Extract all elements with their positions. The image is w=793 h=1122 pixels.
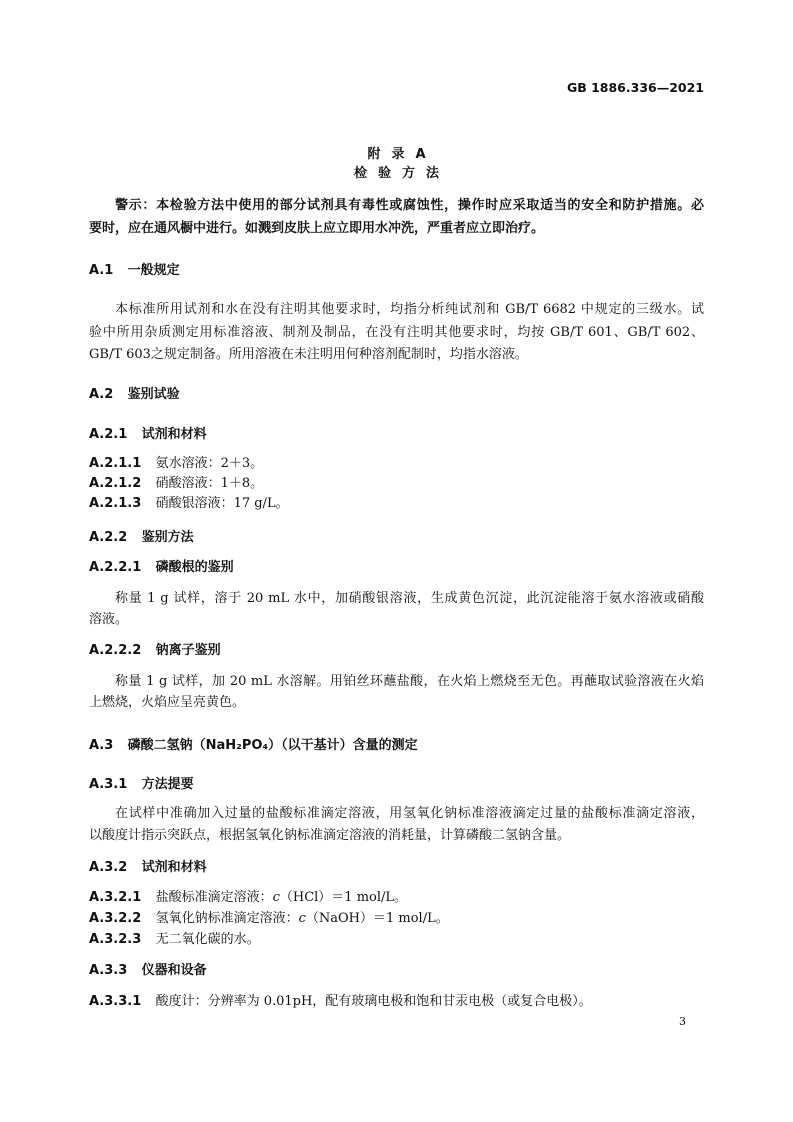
- clause-number: A.2.2.2: [89, 643, 142, 658]
- clause-heading-a2: [89, 384, 180, 405]
- paragraph-line: 验中所用杂质测定用标准溶液、制剂及制品，在没有注明其他要求时，均按 GB/T 601、GB/T 602、: [89, 325, 704, 340]
- clause-title: 鉴别方法: [141, 530, 194, 545]
- clause-title: 鉴别试验: [127, 387, 180, 402]
- clause-number: A.2.1.2: [89, 476, 142, 491]
- clause-item-a2-1-3: [89, 493, 289, 514]
- clause-text: 氨水溶液：2＋3。: [155, 456, 264, 471]
- paragraph-line: 溶液。: [89, 612, 129, 627]
- paragraph-line: 以酸度计指示突跃点，根据氢氧化钠标准滴定溶液的消耗量，计算磷酸二氢钠含量。: [89, 828, 571, 843]
- clause-number: A.2: [89, 387, 114, 402]
- clause-number: A.3.2.2: [89, 911, 142, 926]
- clause-text: 盐酸标准滴定溶液：: [155, 890, 273, 905]
- concentration-symbol: c: [272, 890, 280, 905]
- appendix-title: 附 录 A: [367, 147, 426, 162]
- clause-heading-a3: [89, 735, 418, 756]
- clause-number: A.2.1: [89, 427, 128, 442]
- clause-number: A.3.2.1: [89, 890, 142, 905]
- paragraph-line: 上燃烧，火焰应呈亮黄色。: [89, 695, 246, 710]
- clause-number: A.2.1.3: [89, 496, 142, 511]
- clause-heading-a2-1: [89, 424, 207, 445]
- clause-number: A.3.1: [89, 777, 128, 792]
- standard-number: GB 1886.336—2021: [566, 80, 704, 95]
- clause-text: 硝酸银溶液：17 g/L。: [155, 496, 289, 511]
- clause-item-a3-2-2: [89, 908, 449, 929]
- clause-number: A.3.3.1: [89, 994, 142, 1009]
- warning-line: 要时，应在通风橱中进行。如溅到皮肤上应立即用水冲洗，严重者应立即治疗。: [89, 221, 545, 236]
- clause-item-a3-2-1: [89, 887, 407, 908]
- clause-text: 氢氧化钠标准滴定溶液：: [155, 911, 299, 926]
- clause-number: A.1: [89, 263, 114, 278]
- clause-number: A.3.2.3: [89, 932, 142, 947]
- clause-number: A.3.3: [89, 963, 128, 978]
- clause-item-a3-2-3: [89, 929, 260, 950]
- clause-number: A.3: [89, 738, 114, 753]
- clause-number: A.2.2.1: [89, 560, 142, 575]
- paragraph-line: 称量 1 g 试样，溶于 20 mL 水中，加硝酸银溶液，生成黄色沉淀，此沉淀能溶于氨水溶液或硝酸: [115, 591, 704, 606]
- concentration-symbol: c: [298, 911, 306, 926]
- clause-number: A.3.2: [89, 860, 128, 875]
- clause-text: （NaOH）＝1 mol/L。: [305, 911, 449, 926]
- clause-title: 钠离子鉴别: [155, 643, 221, 658]
- clause-title: 试剂和材料: [141, 427, 207, 442]
- warning-line: 警示：本检验方法中使用的部分试剂具有毒性或腐蚀性，操作时应采取适当的安全和防护措施。必: [115, 198, 704, 213]
- clause-heading-a1: [89, 260, 180, 281]
- clause-item-a3-3-1: [89, 991, 592, 1012]
- clause-title: 一般规定: [127, 263, 180, 278]
- paragraph-line: GB/T 603之规定制备。所用溶液在未注明用何种溶剂配制时，均指水溶液。: [89, 347, 528, 362]
- clause-heading-a3-3: [89, 960, 207, 981]
- clause-title: 仪器和设备: [141, 963, 207, 978]
- page-number: 3: [679, 1015, 686, 1028]
- clause-heading-a3-1: [89, 774, 194, 795]
- paragraph-line: 称量 1 g 试样，加 20 mL 水溶解。用铂丝环蘸盐酸，在火焰上燃烧至无色。再蘸取试验溶液在火焰: [115, 674, 704, 689]
- clause-heading-a2-2-2: [89, 640, 221, 661]
- clause-text: 酸度计：分辨率为 0.01pH，配有玻璃电极和饱和甘汞电极（或复合电极）。: [155, 994, 592, 1009]
- clause-title: 试剂和材料: [141, 860, 207, 875]
- clause-number: A.2.2: [89, 530, 128, 545]
- appendix-subtitle: 检 验 方 法: [353, 166, 440, 181]
- clause-title: 方法提要: [141, 777, 194, 792]
- clause-text: 硝酸溶液：1＋8。: [155, 476, 264, 491]
- clause-number: A.2.1.1: [89, 456, 142, 471]
- clause-item-a2-1-1: [89, 453, 263, 474]
- clause-heading-a2-2: [89, 527, 194, 548]
- paragraph-line: 在试样中准确加入过量的盐酸标准滴定溶液，用氢氧化钠标准溶液滴定过量的盐酸标准滴定溶液，: [115, 806, 704, 821]
- clause-title: 磷酸二氢钠（NaH₂PO₄）（以干基计）含量的测定: [127, 738, 418, 753]
- clause-text: （HCl）＝1 mol/L。: [279, 890, 408, 905]
- clause-text: 无二氧化碳的水。: [155, 932, 260, 947]
- clause-title: 磷酸根的鉴别: [155, 560, 234, 575]
- clause-heading-a2-2-1: [89, 557, 234, 578]
- paragraph-line: 本标准所用试剂和水在没有注明其他要求时，均指分析纯试剂和 GB/T 6682 中规定的三级水。试: [115, 302, 704, 317]
- clause-item-a2-1-2: [89, 473, 263, 494]
- clause-heading-a3-2: [89, 857, 207, 878]
